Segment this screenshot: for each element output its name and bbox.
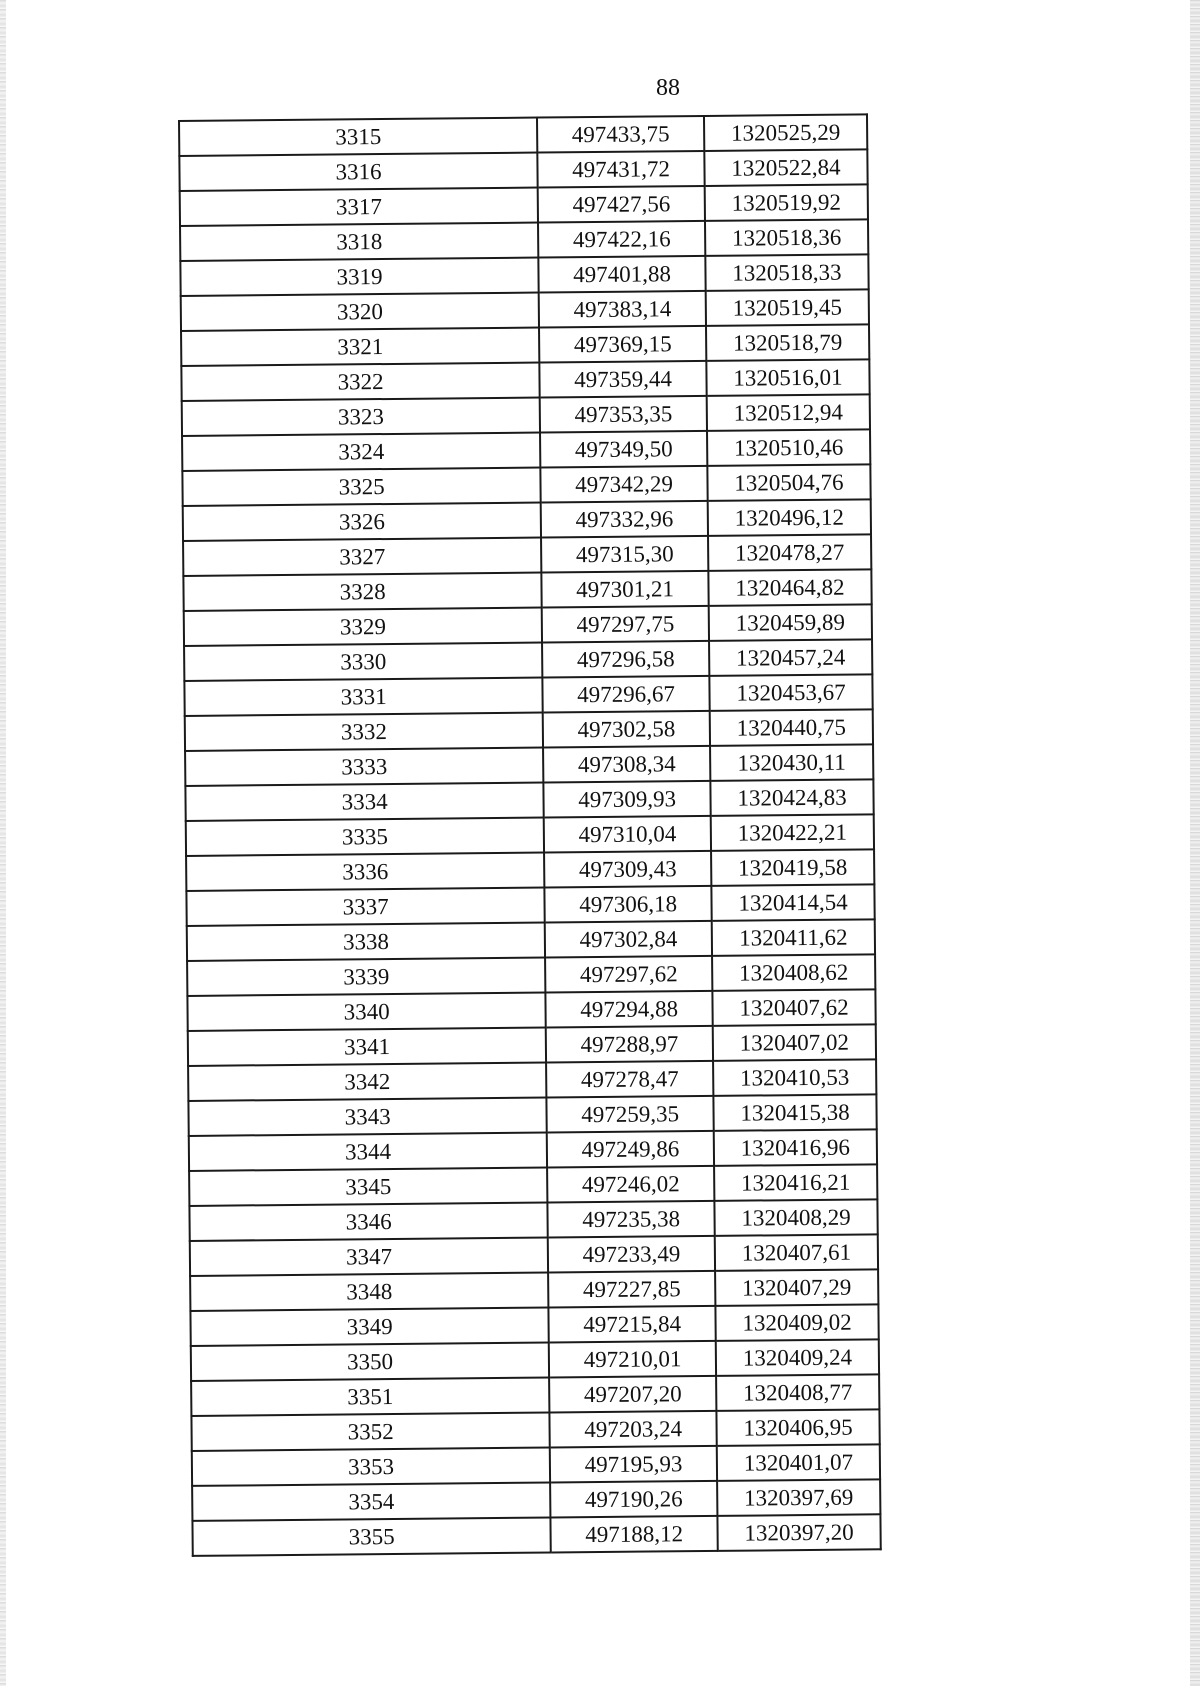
y-coordinate-cell: 1320410,53	[713, 1059, 876, 1096]
point-number-cell: 3329	[184, 608, 543, 646]
x-coordinate-cell: 497296,67	[543, 676, 710, 713]
point-number-cell: 3341	[188, 1028, 547, 1066]
x-coordinate-cell: 497215,84	[549, 1306, 716, 1343]
x-coordinate-cell: 497246,02	[547, 1166, 714, 1203]
point-number-cell: 3326	[183, 503, 542, 541]
y-coordinate-cell: 1320407,29	[715, 1269, 878, 1306]
x-coordinate-cell: 497188,12	[551, 1516, 718, 1553]
x-coordinate-cell: 497302,84	[545, 921, 712, 958]
y-coordinate-cell: 1320416,96	[714, 1129, 877, 1166]
y-coordinate-cell: 1320464,82	[708, 569, 871, 606]
point-number-cell: 3347	[190, 1238, 549, 1276]
y-coordinate-cell: 1320401,07	[717, 1444, 880, 1481]
point-number-cell: 3343	[188, 1098, 547, 1136]
y-coordinate-cell: 1320415,38	[713, 1094, 876, 1131]
y-coordinate-cell: 1320440,75	[710, 709, 873, 746]
x-coordinate-cell: 497301,21	[542, 571, 709, 608]
y-coordinate-cell: 1320525,29	[704, 114, 867, 151]
y-coordinate-cell: 1320504,76	[707, 464, 870, 501]
y-coordinate-cell: 1320408,77	[716, 1374, 879, 1411]
point-number-cell: 3330	[184, 643, 543, 681]
x-coordinate-cell: 497288,97	[546, 1026, 713, 1063]
y-coordinate-cell: 1320419,58	[711, 849, 874, 886]
y-coordinate-cell: 1320516,01	[706, 359, 869, 396]
x-coordinate-cell: 497427,56	[538, 186, 705, 223]
x-coordinate-cell: 497297,62	[545, 956, 712, 993]
y-coordinate-cell: 1320510,46	[707, 429, 870, 466]
y-coordinate-cell: 1320407,61	[715, 1234, 878, 1271]
point-number-cell: 3323	[182, 398, 541, 436]
point-number-cell: 3351	[191, 1377, 550, 1415]
point-number-cell: 3346	[189, 1203, 548, 1241]
point-number-cell: 3349	[190, 1307, 549, 1345]
x-coordinate-cell: 497383,14	[539, 291, 706, 328]
y-coordinate-cell: 1320518,79	[706, 324, 869, 361]
point-number-cell: 3325	[182, 468, 541, 506]
point-number-cell: 3338	[187, 923, 546, 961]
point-number-cell: 3350	[191, 1342, 550, 1380]
point-number-cell: 3316	[179, 153, 538, 191]
point-number-cell: 3355	[192, 1517, 551, 1555]
y-coordinate-cell: 1320519,92	[705, 184, 868, 221]
point-number-cell: 3317	[180, 188, 539, 226]
x-coordinate-cell: 497278,47	[546, 1061, 713, 1098]
x-coordinate-cell: 497309,43	[544, 851, 711, 888]
coordinates-table-body	[179, 114, 881, 1556]
x-coordinate-cell: 497203,24	[550, 1411, 717, 1448]
x-coordinate-cell: 497332,96	[541, 501, 708, 538]
y-coordinate-cell: 1320397,69	[717, 1479, 880, 1516]
point-number-cell: 3318	[180, 223, 539, 261]
y-coordinate-cell: 1320430,11	[710, 744, 873, 781]
x-coordinate-cell: 497359,44	[540, 361, 707, 398]
x-coordinate-cell: 497431,72	[538, 151, 705, 188]
x-coordinate-cell: 497306,18	[545, 886, 712, 923]
x-coordinate-cell: 497210,01	[549, 1341, 716, 1378]
x-coordinate-cell: 497296,58	[542, 641, 709, 678]
point-number-cell: 3352	[191, 1412, 550, 1450]
point-number-cell: 3344	[189, 1133, 548, 1171]
point-number-cell: 3333	[185, 748, 544, 786]
scan-edge-right	[1190, 0, 1200, 1686]
x-coordinate-cell: 497190,26	[550, 1481, 717, 1518]
point-number-cell: 3353	[192, 1447, 551, 1485]
x-coordinate-cell: 497309,93	[544, 781, 711, 818]
x-coordinate-cell: 497433,75	[537, 116, 704, 153]
y-coordinate-cell: 1320407,62	[712, 989, 875, 1026]
y-coordinate-cell: 1320407,02	[713, 1024, 876, 1061]
y-coordinate-cell: 1320518,36	[705, 219, 868, 256]
scan-edge-left	[0, 0, 6, 1686]
x-coordinate-cell: 497294,88	[546, 991, 713, 1028]
point-number-cell: 3348	[190, 1272, 549, 1310]
x-coordinate-cell: 497302,58	[543, 711, 710, 748]
y-coordinate-cell: 1320406,95	[716, 1409, 879, 1446]
point-number-cell: 3342	[188, 1063, 547, 1101]
y-coordinate-cell: 1320409,02	[715, 1304, 878, 1341]
y-coordinate-cell: 1320459,89	[709, 604, 872, 641]
x-coordinate-cell: 497349,50	[540, 431, 707, 468]
y-coordinate-cell: 1320424,83	[710, 779, 873, 816]
y-coordinate-cell: 1320416,21	[714, 1164, 877, 1201]
point-number-cell: 3322	[181, 363, 540, 401]
x-coordinate-cell: 497315,30	[541, 536, 708, 573]
y-coordinate-cell: 1320496,12	[708, 499, 871, 536]
point-number-cell: 3345	[189, 1168, 548, 1206]
x-coordinate-cell: 497259,35	[547, 1096, 714, 1133]
point-number-cell: 3339	[187, 958, 546, 996]
point-number-cell: 3335	[186, 818, 545, 856]
y-coordinate-cell: 1320408,62	[712, 954, 875, 991]
x-coordinate-cell: 497342,29	[541, 466, 708, 503]
point-number-cell: 3332	[185, 713, 544, 751]
point-number-cell: 3319	[180, 258, 539, 296]
point-number-cell: 3320	[181, 293, 540, 331]
y-coordinate-cell: 1320518,33	[705, 254, 868, 291]
point-number-cell: 3334	[185, 783, 544, 821]
x-coordinate-cell: 497297,75	[542, 606, 709, 643]
table-row	[192, 1514, 880, 1556]
x-coordinate-cell: 497235,38	[548, 1201, 715, 1238]
page-number: 88	[656, 75, 680, 101]
x-coordinate-cell: 497308,34	[543, 746, 710, 783]
coordinates-table	[178, 113, 882, 1557]
x-coordinate-cell: 497353,35	[540, 396, 707, 433]
y-coordinate-cell: 1320408,29	[714, 1199, 877, 1236]
x-coordinate-cell: 497401,88	[539, 256, 706, 293]
y-coordinate-cell: 1320422,21	[711, 814, 874, 851]
y-coordinate-cell: 1320414,54	[711, 884, 874, 921]
x-coordinate-cell: 497310,04	[544, 816, 711, 853]
point-number-cell: 3315	[179, 118, 538, 156]
x-coordinate-cell: 497233,49	[548, 1236, 715, 1273]
y-coordinate-cell: 1320522,84	[704, 149, 867, 186]
x-coordinate-cell: 497195,93	[550, 1446, 717, 1483]
y-coordinate-cell: 1320409,24	[716, 1339, 879, 1376]
point-number-cell: 3331	[184, 678, 543, 716]
y-coordinate-cell: 1320519,45	[706, 289, 869, 326]
x-coordinate-cell: 497369,15	[539, 326, 706, 363]
point-number-cell: 3337	[186, 888, 545, 926]
x-coordinate-cell: 497422,16	[538, 221, 705, 258]
point-number-cell: 3324	[182, 433, 541, 471]
y-coordinate-cell: 1320397,20	[717, 1514, 880, 1551]
point-number-cell: 3354	[192, 1482, 551, 1520]
y-coordinate-cell: 1320457,24	[709, 639, 872, 676]
point-number-cell: 3340	[187, 993, 546, 1031]
x-coordinate-cell: 497227,85	[548, 1271, 715, 1308]
x-coordinate-cell: 497249,86	[547, 1131, 714, 1168]
y-coordinate-cell: 1320453,67	[709, 674, 872, 711]
y-coordinate-cell: 1320512,94	[707, 394, 870, 431]
point-number-cell: 3336	[186, 853, 545, 891]
point-number-cell: 3321	[181, 328, 540, 366]
point-number-cell: 3328	[183, 573, 542, 611]
point-number-cell: 3327	[183, 538, 542, 576]
x-coordinate-cell: 497207,20	[549, 1376, 716, 1413]
y-coordinate-cell: 1320411,62	[712, 919, 875, 956]
y-coordinate-cell: 1320478,27	[708, 534, 871, 571]
